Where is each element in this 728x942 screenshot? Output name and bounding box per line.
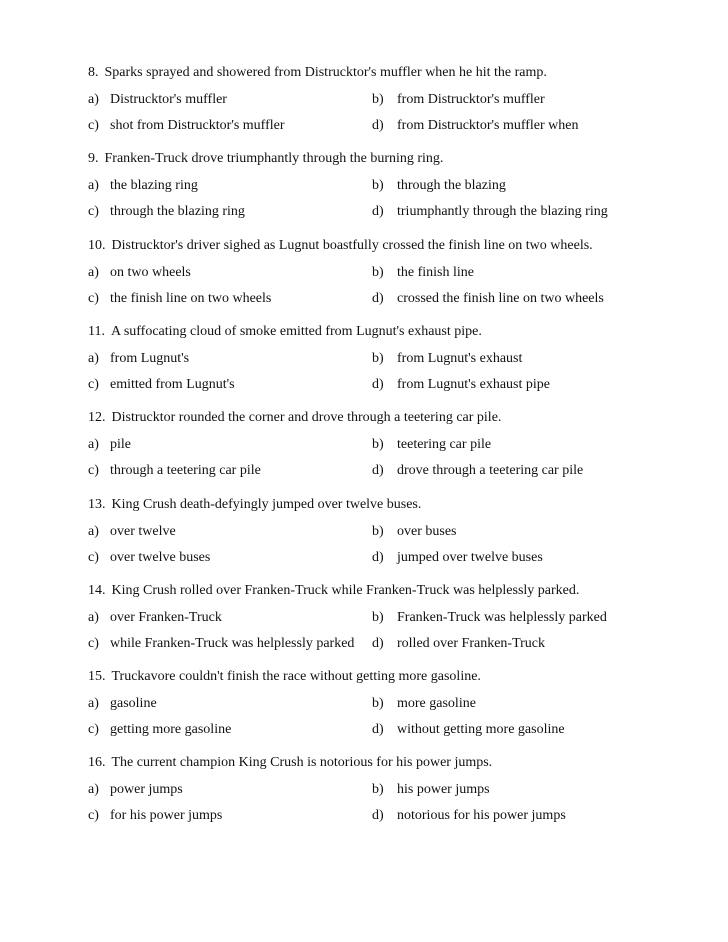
answer-option	[88, 635, 354, 653]
question-number: 12.	[88, 410, 106, 426]
answer-option	[372, 376, 550, 394]
option-letter: b)	[372, 437, 384, 453]
answer-option	[372, 177, 506, 195]
option-text: emitted from Lugnut's	[110, 376, 235, 392]
option-text: on two wheels	[110, 264, 191, 280]
option-letter: d)	[372, 290, 384, 306]
option-letter: d)	[372, 722, 384, 738]
answer-option	[88, 721, 231, 739]
answer-option	[372, 462, 583, 480]
option-letter: d)	[372, 118, 384, 133]
option-text: notorious for his power jumps	[397, 808, 566, 824]
question-number: 13.	[88, 496, 106, 512]
answer-option	[88, 609, 222, 627]
option-letter: c)	[88, 376, 99, 392]
option-text: through the blazing ring	[110, 204, 245, 220]
option-letter: d)	[372, 376, 384, 392]
option-letter: b)	[372, 523, 384, 539]
option-letter: c)	[88, 722, 99, 738]
question-text: Franken-Truck drove triumphantly through the burning ring.	[104, 151, 444, 167]
answer-option	[88, 91, 227, 109]
question-block	[88, 64, 648, 144]
option-text: without getting more gasoline	[397, 722, 565, 738]
question-prompt	[88, 323, 482, 341]
option-letter: c)	[88, 290, 99, 306]
option-letter: a)	[88, 350, 99, 366]
option-text: the finish line on two wheels	[110, 290, 272, 306]
answer-option	[372, 203, 608, 221]
option-text: more gasoline	[397, 696, 476, 712]
answer-option	[372, 549, 543, 567]
answer-option	[372, 807, 566, 825]
option-letter: a)	[88, 264, 99, 280]
answer-option	[372, 264, 474, 282]
question-number: 15.	[88, 669, 106, 685]
option-letter: b)	[372, 350, 384, 366]
option-letter: b)	[372, 696, 384, 712]
option-text: crossed the finish line on two wheels	[397, 290, 604, 306]
answer-option	[88, 523, 176, 541]
answer-option	[88, 695, 157, 713]
option-letter: c)	[88, 635, 99, 651]
answer-option	[88, 462, 261, 480]
answer-option	[372, 117, 579, 135]
question-prompt	[88, 668, 481, 686]
question-text: Sparks sprayed and showered from Distrucktor's muffler when he hit the ramp.	[104, 65, 547, 80]
option-letter: a)	[88, 178, 99, 194]
answer-option	[372, 350, 522, 368]
option-letter: d)	[372, 635, 384, 651]
answer-option	[88, 781, 183, 799]
question-prompt	[88, 496, 421, 514]
option-letter: c)	[88, 463, 99, 479]
option-text: for his power jumps	[110, 808, 223, 824]
option-letter: a)	[88, 696, 99, 712]
option-text: pile	[110, 437, 131, 453]
option-text: his power jumps	[397, 782, 490, 798]
question-block	[88, 323, 648, 403]
option-text: gasoline	[110, 696, 157, 712]
question-block	[88, 409, 648, 489]
option-letter: d)	[372, 204, 384, 220]
option-text: over buses	[397, 523, 457, 539]
question-block	[88, 754, 648, 834]
option-letter: a)	[88, 437, 99, 453]
question-prompt	[88, 409, 501, 427]
question-number: 11.	[88, 323, 105, 339]
answer-option	[88, 807, 222, 825]
question-prompt	[88, 150, 443, 168]
question-text: King Crush rolled over Franken-Truck while Franken-Truck was helplessly parked.	[111, 582, 580, 598]
option-text: rolled over Franken-Truck	[397, 635, 546, 651]
answer-option	[372, 781, 490, 799]
option-text: from Lugnut's exhaust pipe	[397, 376, 550, 392]
option-text: power jumps	[110, 782, 183, 798]
option-text: getting more gasoline	[110, 722, 232, 738]
option-text: through the blazing	[397, 178, 506, 194]
answer-option	[372, 635, 545, 653]
option-text: from Distrucktor's muffler when	[397, 118, 579, 133]
option-text: over Franken-Truck	[110, 609, 222, 625]
question-prompt	[88, 754, 492, 772]
option-letter: b)	[372, 264, 384, 280]
option-text: shot from Distrucktor's muffler	[110, 118, 285, 133]
answer-option	[372, 91, 545, 109]
answer-option	[88, 177, 198, 195]
option-text: the blazing ring	[110, 178, 198, 194]
answer-option	[88, 203, 245, 221]
answer-option	[372, 436, 491, 454]
answer-option	[88, 290, 271, 308]
option-text: from Lugnut's exhaust	[397, 350, 523, 366]
option-letter: a)	[88, 609, 99, 625]
question-number: 8.	[88, 65, 99, 80]
question-block	[88, 668, 648, 748]
option-text: triumphantly through the blazing ring	[397, 204, 608, 220]
question-number: 10.	[88, 237, 106, 253]
option-letter: c)	[88, 808, 99, 824]
question-text: Distrucktor rounded the corner and drove through a teetering car pile.	[111, 410, 502, 426]
option-letter: c)	[88, 118, 99, 133]
question-prompt	[88, 64, 547, 82]
question-block	[88, 582, 648, 662]
question-text: Truckavore couldn't finish the race without getting more gasoline.	[111, 669, 481, 685]
option-letter: b)	[372, 609, 384, 625]
answer-option	[372, 721, 565, 739]
option-letter: b)	[372, 782, 384, 798]
option-letter: a)	[88, 782, 99, 798]
option-letter: a)	[88, 523, 99, 539]
option-text: jumped over twelve buses	[397, 549, 543, 565]
option-letter: c)	[88, 549, 99, 565]
option-letter: a)	[88, 92, 99, 107]
answer-option	[88, 436, 131, 454]
question-text: King Crush death-defyingly jumped over twelve buses.	[111, 496, 422, 512]
answer-option	[88, 350, 189, 368]
question-text: A suffocating cloud of smoke emitted from Lugnut's exhaust pipe.	[110, 323, 482, 339]
option-text: drove through a teetering car pile	[397, 463, 584, 479]
question-text: The current champion King Crush is notorious for his power jumps.	[111, 755, 493, 771]
option-text: over twelve buses	[110, 549, 211, 565]
option-letter: d)	[372, 549, 384, 565]
option-letter: d)	[372, 808, 384, 824]
question-block	[88, 237, 648, 317]
option-text: from Distrucktor's muffler	[397, 92, 545, 107]
option-letter: c)	[88, 204, 99, 220]
option-text: over twelve	[110, 523, 176, 539]
answer-option	[372, 695, 476, 713]
question-prompt	[88, 237, 593, 255]
option-letter: d)	[372, 463, 384, 479]
answer-option	[88, 264, 191, 282]
option-letter: b)	[372, 92, 384, 107]
answer-option	[372, 523, 457, 541]
answer-option	[372, 609, 607, 627]
question-block	[88, 150, 648, 230]
answer-option	[372, 290, 604, 308]
question-number: 14.	[88, 582, 106, 598]
question-number: 16.	[88, 755, 106, 771]
question-number: 9.	[88, 151, 99, 167]
answer-option	[88, 376, 235, 394]
question-block	[88, 496, 648, 576]
option-letter: b)	[372, 178, 384, 194]
question-text: Distrucktor's driver sighed as Lugnut boastfully crossed the finish line on two wheels.	[111, 237, 593, 253]
option-text: from Lugnut's	[110, 350, 190, 366]
option-text: while Franken-Truck was helplessly parked	[110, 635, 355, 651]
option-text: Distrucktor's muffler	[110, 92, 227, 107]
option-text: Franken-Truck was helplessly parked	[397, 609, 607, 625]
answer-option	[88, 549, 210, 567]
option-text: through a teetering car pile	[110, 463, 261, 479]
option-text: teetering car pile	[397, 437, 492, 453]
question-prompt	[88, 582, 579, 600]
option-text: the finish line	[397, 264, 474, 280]
answer-option	[88, 117, 285, 135]
